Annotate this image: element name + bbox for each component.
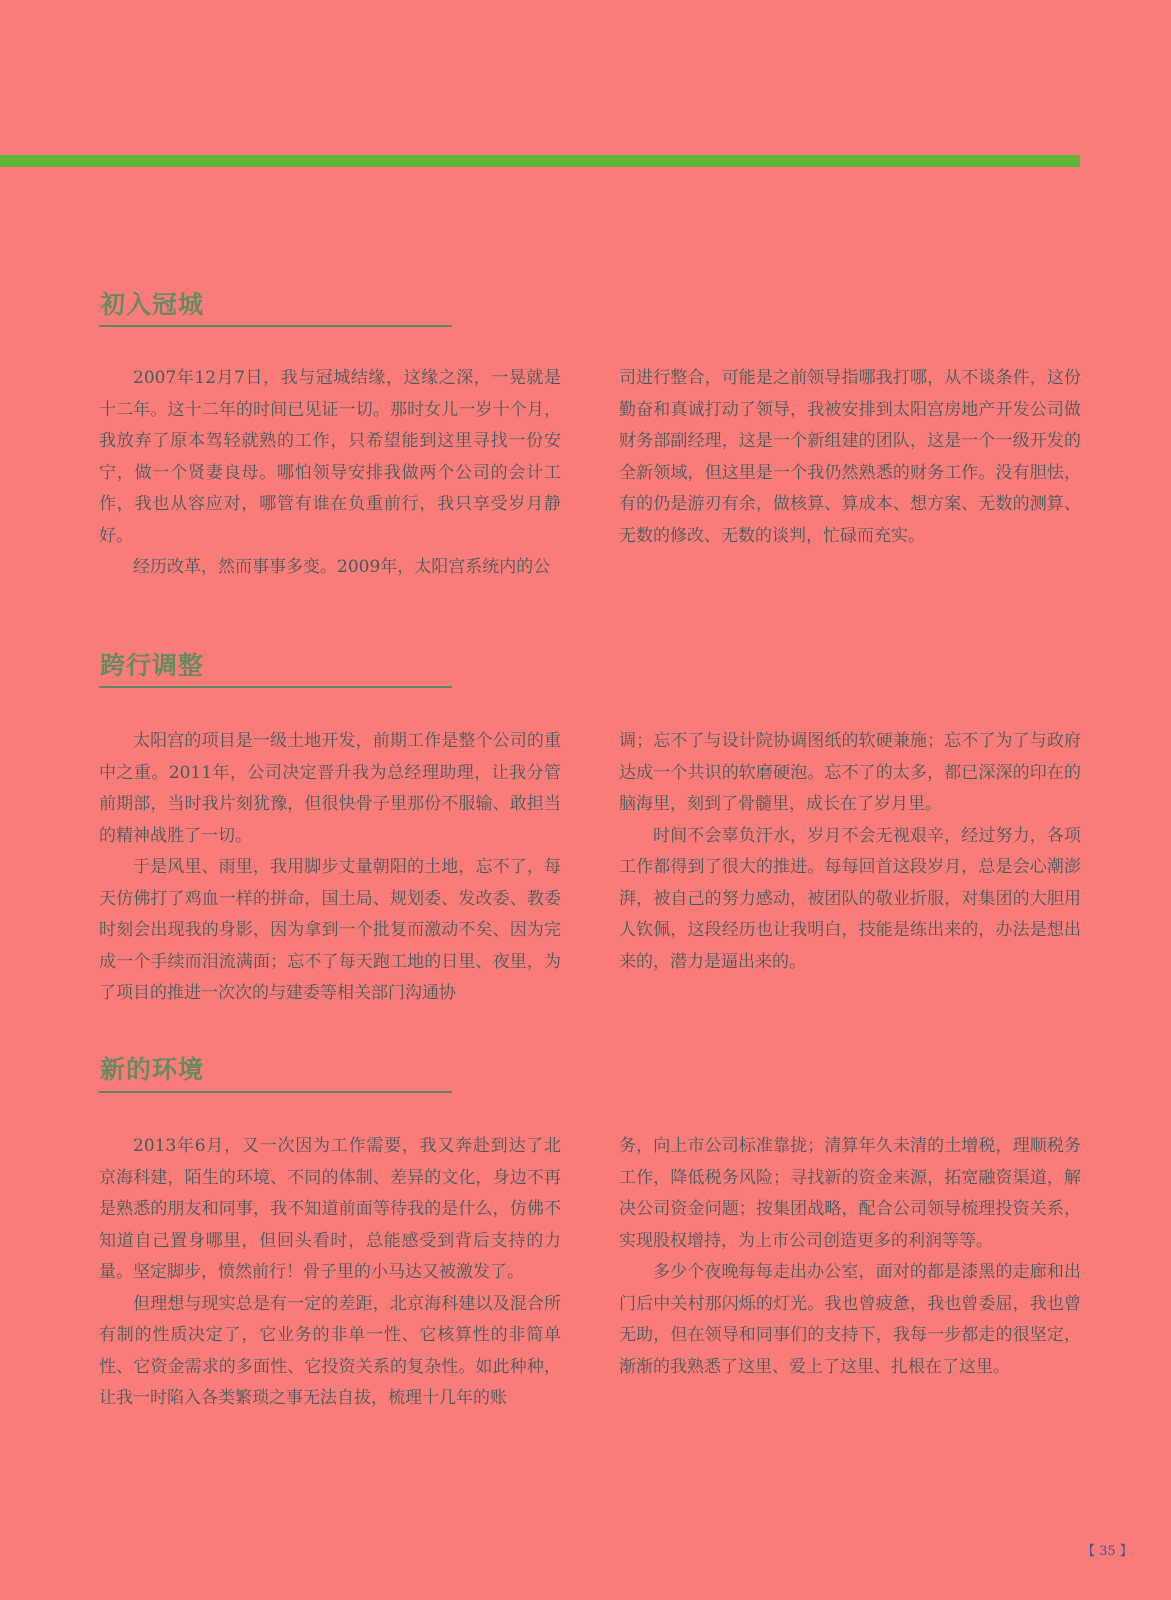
page-number: 【 35 】 xyxy=(1082,1544,1133,1559)
section-title-3-underline xyxy=(99,1091,452,1093)
section-title-1: 初入冠城 xyxy=(100,290,205,319)
section-title-1-underline xyxy=(99,325,452,327)
paragraph: 经历改革，然而事事多变。2009年，太阳宫系统内的公 xyxy=(133,557,551,577)
paragraph: 太阳宫的项目是一级土地开发，前期工作是整个公司的重中之重。2011年，公司决定晋升我为总经理助理，让我分管前期部，当时我片刻犹豫，但很快骨子里那份不服输、敢担当的精神战胜了一切。 xyxy=(99,731,561,846)
section-title-2: 跨行调整 xyxy=(100,651,205,680)
paragraph: 2007年12月7日，我与冠城结缘，这缘之深，一晃就是十二年。这十二年的时间已见证一切。那时女儿一岁十个月，我放弃了原本驾轻就熟的工作，只希望能到这里寻找一份安宁，做一个贤妻良母。哪怕领导安排我做两个公司的会计工作，我也从容应对，哪管有谁在负重前行，我只享受岁月静好。 xyxy=(99,368,561,546)
paragraph: 但理想与现实总是有一定的差距，北京海科建以及混合所有制的性质决定了，它业务的非单一性、它核算性的非简单性、它资金需求的多面性、它投资关系的复杂性。如此种种，让我一时陷入各类繁琐之事无法自拔，梳理十几年的账 xyxy=(99,1293,561,1408)
paragraph: 于是风里、雨里，我用脚步丈量朝阳的土地，忘不了，每天仿佛打了鸡血一样的拼命，国土局、规划委、发改委、教委时刻会出现我的身影，因为拿到一个批复而激动不矣、因为完成一个手续而泪流满面；忘不了每天跑工地的日里、夜里，为了项目的推进一次次的与建委等相关部门沟通协 xyxy=(99,857,561,1003)
paragraph: 司进行整合，可能是之前领导指哪我打哪，从不谈条件，这份勤奋和真诚打动了领导，我被安排到太阳宫房地产开发公司做财务部副经理，这是一个新组建的团队，这是一个一级开发的全新领域，但这里是一个我仍然熟悉的财务工作。没有胆怯，有的仍是游刃有余，做核算、算成本、想方案、无数的测算、无数的修改、无数的谈判，忙碌而充实。 xyxy=(619,368,1081,546)
paragraph: 多少个夜晚每每走出办公室，面对的都是漆黑的走廊和出门后中关村那闪烁的灯光。我也曾疲惫，我也曾委屈，我也曾无助，但在领导和同事们的支持下，我每一步都走的很坚定，渐渐的我熟悉了这里、爱上了这里、扎根在了这里。 xyxy=(619,1262,1081,1377)
section-2-left-column xyxy=(99,726,561,1010)
paragraph: 2013年6月，又一次因为工作需要，我又奔赴到达了北京海科建，陌生的环境、不同的体制、差异的文化，身边不再是熟悉的朋友和同事，我不知道前面等待我的是什么，仿佛不知道自己置身哪里，但回头看时，总能感受到背后支持的力量。坚定脚步，愤然前行！骨子里的小马达又被激发了。 xyxy=(99,1136,561,1282)
top-accent-bar xyxy=(0,155,1080,167)
section-title-2-underline xyxy=(99,686,452,688)
paragraph: 时间不会辜负汗水，岁月不会无视艰辛，经过努力，各项工作都得到了很大的推进。每每回首这段岁月，总是会心潮澎湃，被自己的努力感动，被团队的敬业折服，对集团的大胆用人钦佩，这段经历也让我明白，技能是练出来的，办法是想出来的，潜力是逼出来的。 xyxy=(619,825,1081,972)
section-3-left-column xyxy=(99,1131,561,1415)
section-1-right-column xyxy=(619,363,1081,552)
section-title-3: 新的环境 xyxy=(100,1055,205,1084)
section-1-left-column xyxy=(99,363,561,584)
section-2-right-column xyxy=(619,726,1081,978)
section-3-right-column xyxy=(619,1131,1081,1383)
paragraph: 务，向上市公司标准靠拢；清算年久未清的土增税，理顺税务工作，降低税务风险；寻找新的资金来源，拓宽融资渠道，解决公司资金问题；按集团战略，配合公司领导梳理投资关系，实现股权增持，为上市公司创造更多的利润等等。 xyxy=(619,1136,1081,1251)
paragraph: 调；忘不了与设计院协调图纸的软硬兼施；忘不了为了与政府达成一个共识的软磨硬泡。忘不了的太多，都已深深的印在的脑海里，刻到了骨髓里，成长在了岁月里。 xyxy=(619,731,1081,814)
